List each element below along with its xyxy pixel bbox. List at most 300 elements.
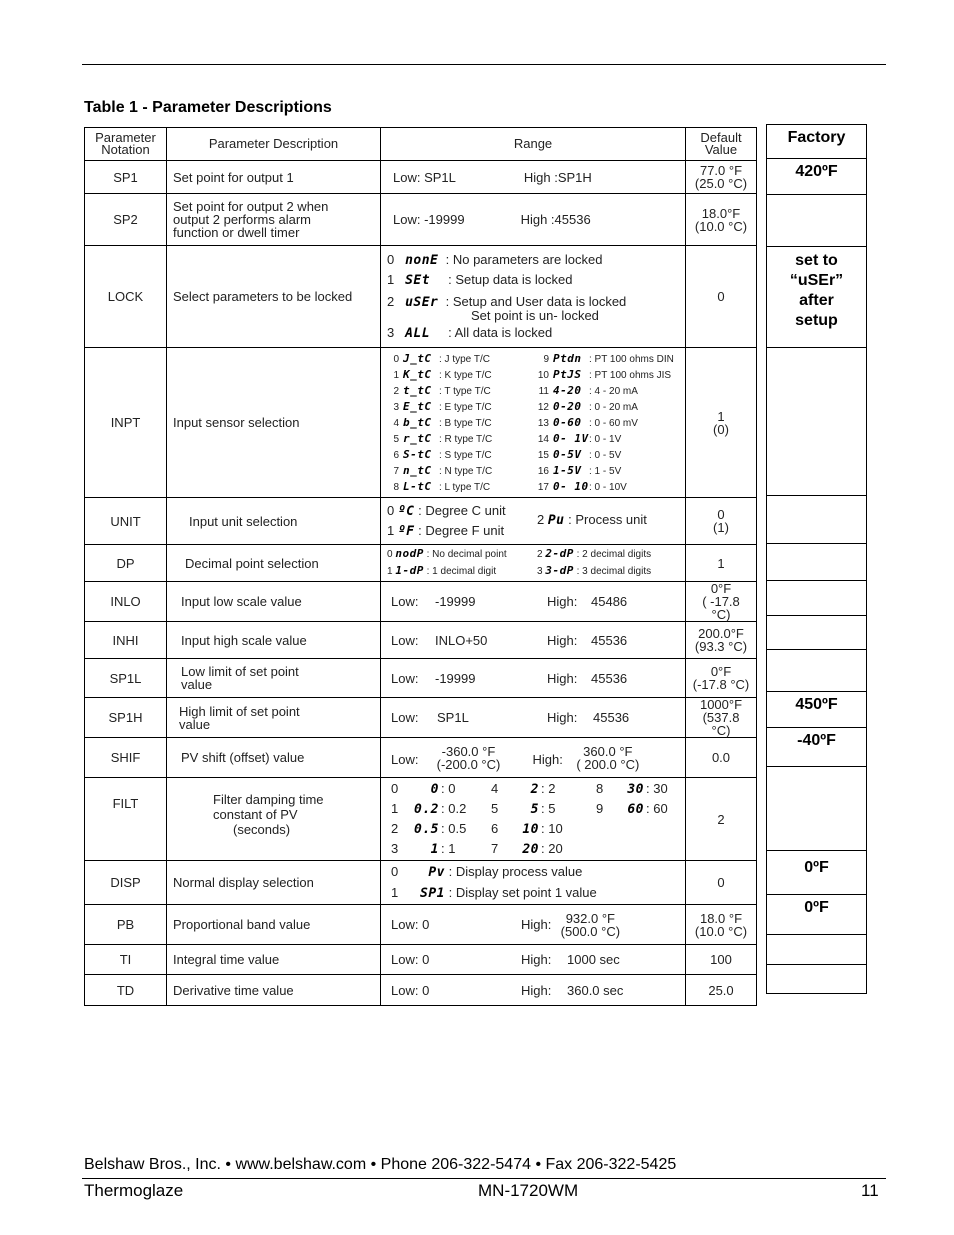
notation-cell: PB — [85, 905, 167, 945]
option-text: : Setup data is locked — [448, 272, 573, 287]
header-range: Range — [381, 128, 686, 161]
description-cell: Integral time value — [167, 945, 381, 975]
description-cell — [167, 698, 381, 738]
segment-code: r_tC — [403, 431, 432, 445]
display-option — [387, 883, 679, 904]
range-cell — [381, 161, 686, 194]
default-cell — [686, 698, 757, 738]
description-line: (seconds) — [233, 822, 291, 837]
range-low-line1: -360.0 °F — [441, 743, 496, 759]
segment-code: t_tC — [403, 383, 432, 397]
option-text: : 3 decimal digits — [576, 566, 652, 577]
default-cell — [686, 582, 757, 622]
footer-product: Thermoglaze — [84, 1181, 184, 1200]
filter-option — [387, 839, 487, 859]
description-line: constant of PV — [213, 807, 298, 822]
filter-option — [592, 819, 682, 839]
option-number: 1 — [387, 523, 395, 538]
lock-option-continued — [387, 309, 679, 322]
segment-code: K_tC — [403, 367, 432, 381]
factory-column — [766, 124, 867, 994]
default-line1: 1 — [717, 408, 725, 424]
default-cell: 2 — [686, 778, 757, 861]
option-text: : 0 - 60 mV — [589, 417, 638, 429]
option-text: : Setup and User data is locked — [445, 294, 627, 309]
default-cell — [686, 498, 757, 545]
range-low: -19999 — [435, 594, 476, 609]
table-row — [85, 246, 757, 348]
description-cell: PV shift (offset) value — [167, 738, 381, 778]
option-text: : Display set point 1 value — [448, 884, 597, 900]
option-number: 6 — [393, 449, 399, 461]
description-cell: Decimal point selection — [167, 545, 381, 582]
option-text: : E type T/C — [439, 401, 492, 413]
range-high: 45536 — [591, 670, 628, 686]
factory-lock-line: setup — [795, 312, 838, 329]
default-cell: 1 — [686, 545, 757, 582]
default-line2: (93.3 °C) — [694, 639, 748, 654]
range-low: -19999 — [435, 670, 476, 686]
range-high — [563, 745, 653, 771]
option-number: 0 — [391, 781, 399, 796]
segment-code: 20 — [522, 842, 539, 857]
option-number: 17 — [537, 481, 549, 493]
default-cell — [686, 161, 757, 194]
default-cell: 100 — [686, 945, 757, 975]
header-description: Parameter Description — [167, 128, 381, 161]
option-number: 5 — [393, 433, 399, 445]
option-number: 3 — [387, 325, 395, 340]
segment-code: n_tC — [403, 463, 432, 477]
option-text: Set point is un- locked — [471, 308, 599, 323]
range-high-label: High: — [547, 632, 578, 648]
table-row — [85, 498, 757, 545]
factory-pb: 0ºF — [767, 895, 867, 935]
range-cell — [381, 622, 686, 659]
option-text: : Degree C unit — [418, 503, 506, 518]
range-low-label: Low: — [391, 594, 419, 609]
option-text: : 1 decimal digit — [426, 566, 497, 577]
range-low-label: Low: 0 — [391, 917, 430, 932]
factory-shif: -40ºF — [767, 728, 867, 767]
table-caption: Table 1 - Parameter Descriptions — [84, 99, 332, 116]
table-row — [85, 778, 757, 861]
default-line2: (10.0 °C) — [694, 923, 748, 939]
range-cell — [381, 778, 686, 861]
range-high-line1: 932.0 °F — [565, 910, 615, 926]
segment-code: Pu — [547, 513, 565, 528]
unit-option — [387, 521, 537, 541]
table-header-row — [85, 128, 757, 161]
option-text: : 1 - 5V — [589, 465, 622, 477]
default-line2: (-17.8 °C) — [692, 677, 750, 692]
segment-code: 2-dP — [545, 547, 574, 560]
notation-cell: INLO — [85, 582, 167, 622]
header-default — [686, 128, 757, 161]
segment-code: 0 — [430, 782, 439, 797]
range-high: 45536 — [593, 710, 630, 725]
option-text: : L type T/C — [439, 481, 491, 493]
factory-inlo — [767, 581, 867, 616]
filter-option — [487, 819, 592, 839]
option-number: 10 — [537, 369, 549, 381]
option-number: 2 — [537, 512, 545, 527]
option-text: : J type T/C — [439, 353, 490, 365]
default-cell: 25.0 — [686, 975, 757, 1006]
factory-filt — [767, 767, 867, 851]
default-cell: 0.0 — [686, 738, 757, 778]
lock-option — [387, 323, 679, 343]
option-number: 1 — [391, 884, 399, 900]
filter-option — [387, 799, 487, 819]
segment-code: 0-60 — [553, 415, 582, 429]
sensor-option — [387, 431, 527, 447]
range-low-label: Low: — [391, 632, 419, 648]
factory-lock-line: set to — [795, 252, 838, 269]
dp-option — [387, 563, 537, 580]
range-cell — [381, 975, 686, 1006]
range-low-label: Low: — [391, 752, 419, 767]
option-text: : 60 — [646, 801, 668, 816]
range-high-label: High: — [547, 594, 578, 609]
table-row — [85, 622, 757, 659]
lock-option — [387, 250, 679, 270]
option-number: 9 — [596, 801, 604, 816]
dp-option — [537, 546, 687, 563]
option-number: 13 — [537, 417, 549, 429]
table-row — [85, 545, 757, 582]
notation-cell: INHI — [85, 622, 167, 659]
range-cell — [381, 194, 686, 246]
option-number: 6 — [491, 821, 499, 836]
filter-option — [592, 779, 682, 799]
option-number: 16 — [537, 465, 549, 477]
description-line: Set point for output 2 when — [173, 199, 329, 214]
segment-code: nonE — [405, 253, 439, 268]
range-cell — [381, 545, 686, 582]
option-text: : 0 - 10V — [589, 481, 627, 493]
description-cell: Derivative time value — [167, 975, 381, 1006]
sensor-option — [387, 383, 527, 399]
option-text: : Display process value — [448, 863, 583, 879]
lock-option — [387, 270, 679, 290]
segment-code: S-tC — [403, 447, 432, 461]
segment-code: 0- 1V — [553, 431, 589, 445]
segment-code: 60 — [627, 802, 644, 817]
notation-cell: DP — [85, 545, 167, 582]
segment-code: nodP — [395, 547, 424, 560]
unit-option — [387, 501, 537, 521]
segment-code: 0- 10 — [553, 479, 589, 493]
sensor-option — [387, 367, 527, 383]
table-row — [85, 348, 757, 498]
option-text: : All data is locked — [448, 325, 553, 340]
factory-sp1l — [767, 650, 867, 692]
range-high-label: High: — [547, 670, 578, 686]
option-number: 11 — [538, 385, 549, 397]
option-number: 0 — [393, 353, 399, 365]
option-number: 0 — [387, 503, 395, 518]
sensor-option — [387, 463, 527, 479]
sensor-option — [387, 415, 527, 431]
description-cell: Normal display selection — [167, 861, 381, 905]
option-text: : 0 - 1V — [589, 433, 622, 445]
option-number: 3 — [391, 841, 399, 856]
filter-option — [592, 799, 682, 819]
description-line: Low limit of set point — [181, 664, 299, 679]
footer-company-info: Belshaw Bros., Inc. • www.belshaw.com • Phone 206-322-5474 • Fax 206-322-5425 — [84, 1156, 677, 1173]
factory-sp1h: 450ºF — [767, 692, 867, 728]
option-number: 4 — [393, 417, 399, 429]
sensor-list-left — [387, 351, 527, 495]
sensor-option — [387, 399, 527, 415]
notation-cell: DISP — [85, 861, 167, 905]
sensor-option — [527, 399, 677, 415]
range-low: INLO+50 — [435, 632, 488, 648]
bottom-rule — [82, 1178, 886, 1179]
option-text: : Process unit — [568, 512, 647, 527]
factory-lock-line: “uSEr” — [789, 272, 844, 289]
segment-code: Ptdn — [553, 351, 582, 365]
range-cell — [381, 582, 686, 622]
range-low-label: Low: 0 — [391, 982, 430, 998]
segment-code: 0-20 — [553, 399, 582, 413]
segment-code: 30 — [627, 782, 644, 797]
filter-option — [387, 779, 487, 799]
option-text: : 0 - 5V — [589, 449, 622, 461]
option-number: 15 — [537, 449, 549, 461]
sensor-option — [527, 415, 677, 431]
option-text: : R type T/C — [439, 433, 493, 445]
option-number: 2 — [537, 549, 543, 560]
description-cell: Input low scale value — [167, 582, 381, 622]
description-line: function or dwell timer — [173, 225, 300, 240]
segment-code: uSEr — [405, 295, 439, 310]
range-high-label: High: — [521, 982, 552, 998]
notation-cell: SP1 — [85, 161, 167, 194]
range-low: Low: -19999 — [393, 212, 465, 227]
default-line1: 200.0°F — [698, 626, 744, 641]
segment-code: L-tC — [403, 479, 432, 493]
notation-cell: UNIT — [85, 498, 167, 545]
default-line2: (10.0 °C) — [694, 218, 748, 234]
option-text: : 0.2 — [441, 801, 467, 816]
table-row — [85, 975, 757, 1006]
sensor-option — [527, 479, 677, 495]
option-text: : 5 — [541, 801, 556, 816]
range-high-label: High: — [532, 752, 563, 767]
sensor-option — [387, 351, 527, 367]
factory-inhi — [767, 616, 867, 650]
option-number: 8 — [393, 481, 399, 493]
default-cell — [686, 348, 757, 498]
default-cell — [686, 659, 757, 698]
default-line1: 0°F — [710, 581, 732, 596]
default-line1: 18.0 °F — [699, 910, 743, 926]
factory-header: Factory — [767, 125, 867, 159]
factory-lock-line: after — [799, 292, 834, 309]
header-default-line2: Value — [704, 142, 738, 157]
header-notation — [85, 128, 167, 161]
range-cell — [381, 348, 686, 498]
description-cell: Proportional band value — [167, 905, 381, 945]
segment-code: SEt — [405, 273, 431, 288]
option-number: 7 — [491, 841, 499, 856]
range-low: Low: SP1L — [393, 169, 456, 185]
default-cell — [686, 622, 757, 659]
notation-cell: LOCK — [85, 246, 167, 348]
factory-dp — [767, 544, 867, 581]
option-text: : PT 100 ohms DIN — [589, 353, 674, 365]
range-cell — [381, 738, 686, 778]
range-cell — [381, 498, 686, 545]
segment-code: 2 — [530, 782, 539, 797]
option-number: 9 — [543, 353, 549, 365]
description-line: Filter damping time — [213, 792, 324, 807]
range-low-label: Low: 0 — [391, 952, 430, 967]
table-row — [85, 738, 757, 778]
dp-option — [387, 546, 537, 563]
option-text: : S type T/C — [439, 449, 492, 461]
description-line: value — [179, 716, 211, 732]
table-row — [85, 905, 757, 945]
option-number: 1 — [387, 566, 393, 577]
default-line1: 0 — [717, 507, 725, 522]
range-cell — [381, 905, 686, 945]
description-line: value — [181, 677, 213, 692]
default-line2: (537.8 °C) — [702, 710, 740, 738]
filter-option — [487, 799, 592, 819]
filter-option — [487, 839, 592, 859]
notation-cell: TI — [85, 945, 167, 975]
option-text: : 0 — [441, 781, 456, 796]
dp-option — [537, 563, 687, 580]
option-text: : 2 decimal digits — [576, 549, 652, 560]
option-text: : 30 — [646, 781, 668, 796]
segment-code: ALL — [405, 326, 431, 341]
lock-option — [387, 295, 679, 309]
option-number: 2 — [391, 821, 399, 836]
default-line1: 0°F — [710, 664, 732, 679]
range-high: 360.0 sec — [567, 982, 624, 998]
notation-cell: INPT — [85, 348, 167, 498]
segment-code: 3-dP — [545, 564, 574, 577]
range-high: High :SP1H — [523, 169, 592, 185]
sensor-option — [387, 447, 527, 463]
option-text: : PT 100 ohms JIS — [589, 369, 672, 381]
option-text: : B type T/C — [439, 417, 492, 429]
option-number: 3 — [537, 566, 543, 577]
range-low — [418, 745, 518, 771]
notation-cell: TD — [85, 975, 167, 1006]
default-line2: (0) — [713, 421, 729, 437]
description-cell — [167, 194, 381, 246]
option-text: : 2 — [541, 781, 556, 796]
notation-cell: SP2 — [85, 194, 167, 246]
option-number: 8 — [596, 781, 604, 796]
range-low-label: Low: — [391, 670, 419, 686]
segment-code: 1-dP — [395, 564, 424, 577]
sensor-option — [527, 367, 677, 383]
segment-code: 10 — [522, 822, 539, 837]
option-text: : Degree F unit — [418, 523, 505, 538]
factory-inpt — [767, 348, 867, 496]
option-number: 2 — [393, 385, 399, 397]
range-high — [555, 912, 625, 938]
option-text: : 1 — [441, 841, 456, 856]
range-cell — [381, 698, 686, 738]
sensor-option — [527, 431, 677, 447]
option-text: : 20 — [541, 841, 563, 856]
factory-disp: 0ºF — [767, 851, 867, 895]
range-high-line2: ( 200.0 °C) — [576, 756, 640, 772]
page-number: 11 — [861, 1181, 879, 1200]
range-high-label: High: — [521, 917, 552, 932]
header-notation-line2: Notation — [101, 142, 150, 157]
description-cell: Select parameters to be locked — [167, 246, 381, 348]
option-text: : No decimal point — [426, 549, 507, 560]
default-cell — [686, 194, 757, 246]
range-high: 1000 sec — [567, 952, 620, 967]
range-high: 45536 — [591, 632, 628, 648]
range-cell — [381, 246, 686, 348]
filter-option — [487, 779, 592, 799]
default-line1: 1000°F — [699, 697, 743, 712]
factory-lock — [767, 247, 867, 348]
option-text: : 0.5 — [441, 821, 467, 836]
range-high: High :45536 — [520, 212, 591, 227]
segment-code: 0.2 — [414, 802, 439, 817]
segment-code: Pv — [428, 864, 445, 880]
range-cell — [381, 659, 686, 698]
option-text: : K type T/C — [439, 369, 492, 381]
description-line: output 2 performs alarm — [173, 212, 312, 227]
range-low: SP1L — [437, 710, 469, 725]
sensor-option — [527, 383, 677, 399]
filter-option — [592, 839, 682, 859]
factory-sp1: 420ºF — [767, 159, 867, 195]
option-text: : T type T/C — [439, 385, 491, 397]
notation-cell: FILT — [85, 778, 167, 861]
default-line2: ( -17.8 °C) — [702, 594, 740, 622]
option-text: : 4 - 20 mA — [589, 385, 638, 397]
default-line1: 77.0 °F — [699, 163, 743, 178]
option-number: 0 — [387, 549, 393, 560]
option-number: 3 — [393, 401, 399, 413]
description-cell: Input unit selection — [167, 498, 381, 545]
default-cell — [686, 905, 757, 945]
option-number: 14 — [537, 433, 549, 445]
segment-code: 0.5 — [414, 822, 439, 837]
range-cell — [381, 861, 686, 905]
sensor-list-right — [527, 351, 677, 495]
segment-code: J_tC — [403, 351, 432, 365]
description-cell: Input high scale value — [167, 622, 381, 659]
header-notation-line1: Parameter — [95, 130, 156, 145]
filter-options — [387, 779, 679, 859]
range-high: 45486 — [591, 594, 628, 609]
option-number: 2 — [387, 294, 395, 309]
range-low-line2: (-200.0 °C) — [436, 756, 501, 772]
sensor-option — [527, 463, 677, 479]
segment-code: ºC — [397, 504, 415, 519]
top-rule — [82, 64, 886, 65]
segment-code: 0-5V — [553, 447, 582, 461]
description-cell: Input sensor selection — [167, 348, 381, 498]
option-number: 7 — [393, 465, 399, 477]
table-row — [85, 698, 757, 738]
range-low-label: Low: — [391, 710, 419, 725]
